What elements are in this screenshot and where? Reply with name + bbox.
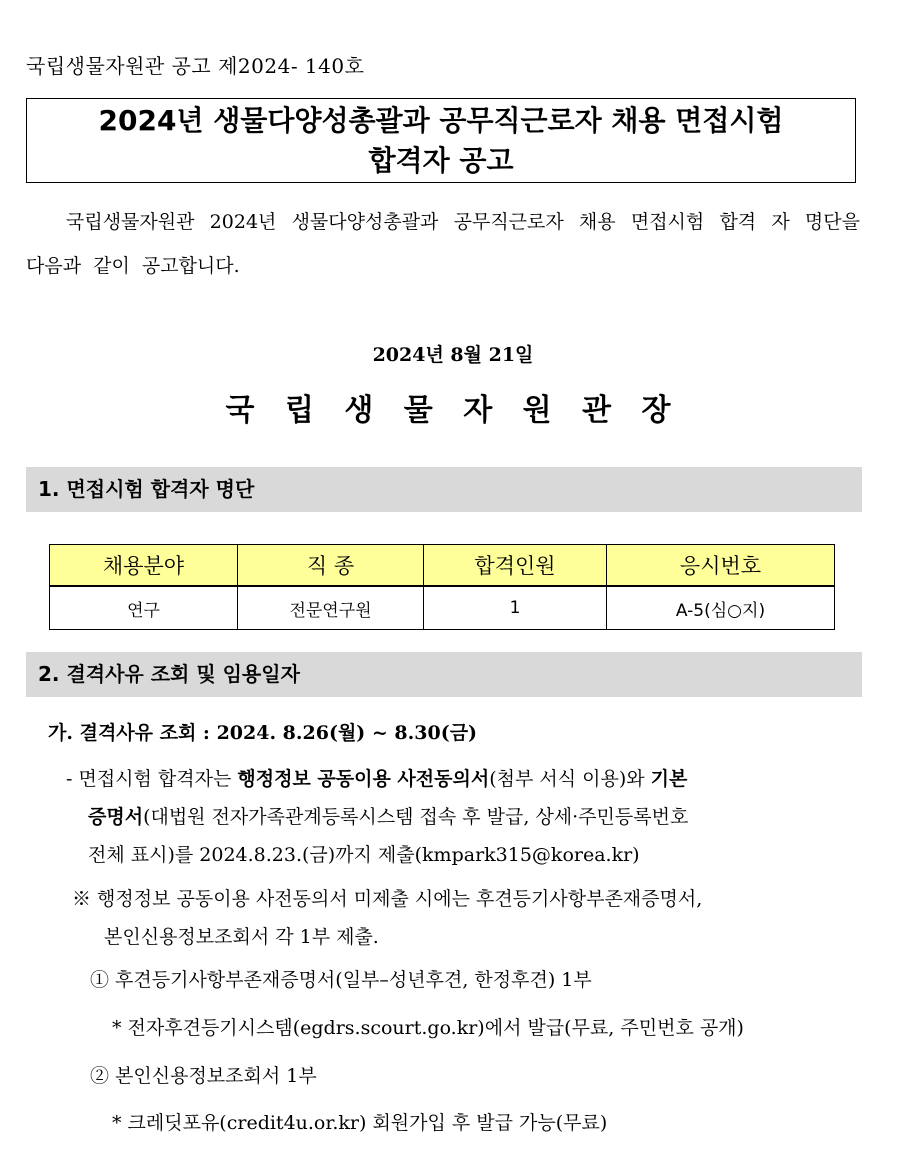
para-mid-2: (대법원 전자가족관계등록시스템 접속 후 발급, 상세·주민등록번호	[143, 806, 689, 828]
list-item: ① 후견등기사항부존재증명서(일부–성년후견, 한정후견) 1부	[90, 969, 592, 991]
para-mid-1: (첨부 서식 이용)와	[489, 768, 651, 790]
col-header-count: 합격인원	[424, 545, 607, 587]
cell-count: 1	[424, 586, 607, 630]
basic-cert-text-a: 기본	[650, 768, 688, 790]
para-line-3: 전체 표시)를 2024.8.23.(금)까지 제출(kmpark315@korea.kr)	[88, 844, 640, 866]
cell-field: 연구	[50, 586, 238, 630]
page-title	[26, 98, 856, 183]
title-line-1: 2024년 생물다양성총괄과 공무직근로자 채용 면접시험	[98, 104, 784, 137]
cell-exam-number: A-5(심○지)	[607, 586, 835, 630]
list-item-note: * 크레딧포유(credit4u.or.kr) 회원가입 후 발급 가능(무료)	[112, 1112, 608, 1134]
intro-paragraph	[26, 200, 860, 288]
note-line-1: ※ 행정정보 공동이용 사전동의서 미제출 시에는 후견등기사항부존재증명서,	[72, 888, 703, 910]
para-prefix: - 면접시험 합격자는	[66, 768, 238, 790]
announcement-date: 2024년 8월 21일	[372, 344, 534, 366]
col-header-job: 직 종	[238, 545, 424, 587]
consent-form-text: 행정정보 공동이용 사전동의서	[237, 768, 490, 790]
note-paragraph	[72, 880, 862, 956]
intro-line-2: 자 명단을 다음과 같이 공고합니다.	[26, 211, 860, 277]
col-header-field: 채용분야	[50, 545, 238, 587]
submission-paragraph	[66, 760, 858, 874]
note-line-2: 본인신용정보조회서 각 1부 제출.	[104, 926, 379, 948]
list-item: ② 본인신용정보조회서 1부	[90, 1065, 317, 1087]
table-header-row	[50, 545, 835, 587]
para-line-2	[66, 798, 858, 836]
intro-line-1: 국립생물자원관 2024년 생물다양성총괄과 공무직근로자 채용 면접시험 합격	[66, 211, 757, 233]
section-2-header: 2. 결격사유 조회 및 임용일자	[26, 652, 862, 697]
cell-job: 전문연구원	[238, 586, 424, 630]
list-item-note: * 전자후견등기시스템(egdrs.scourt.go.kr)에서 발급(무료, 주민번호 공개)	[112, 1017, 744, 1039]
notice-number: 국립생물자원관 공고 제2024- 140호	[26, 54, 365, 78]
subsection-a: 가. 결격사유 조회 : 2024. 8.26(월) ~ 8.30(금)	[48, 722, 478, 744]
result-table	[49, 544, 835, 630]
para-line-1	[66, 760, 858, 798]
section-1-header: 1. 면접시험 합격자 명단	[26, 467, 862, 512]
organization-signature: 국 립 생 물 자 원 관 장	[225, 393, 681, 428]
basic-cert-text-b: 증명서	[88, 806, 144, 828]
col-header-exam-number: 응시번호	[607, 545, 835, 587]
table-row	[50, 586, 835, 630]
title-line-2: 합격자 공고	[368, 144, 514, 177]
